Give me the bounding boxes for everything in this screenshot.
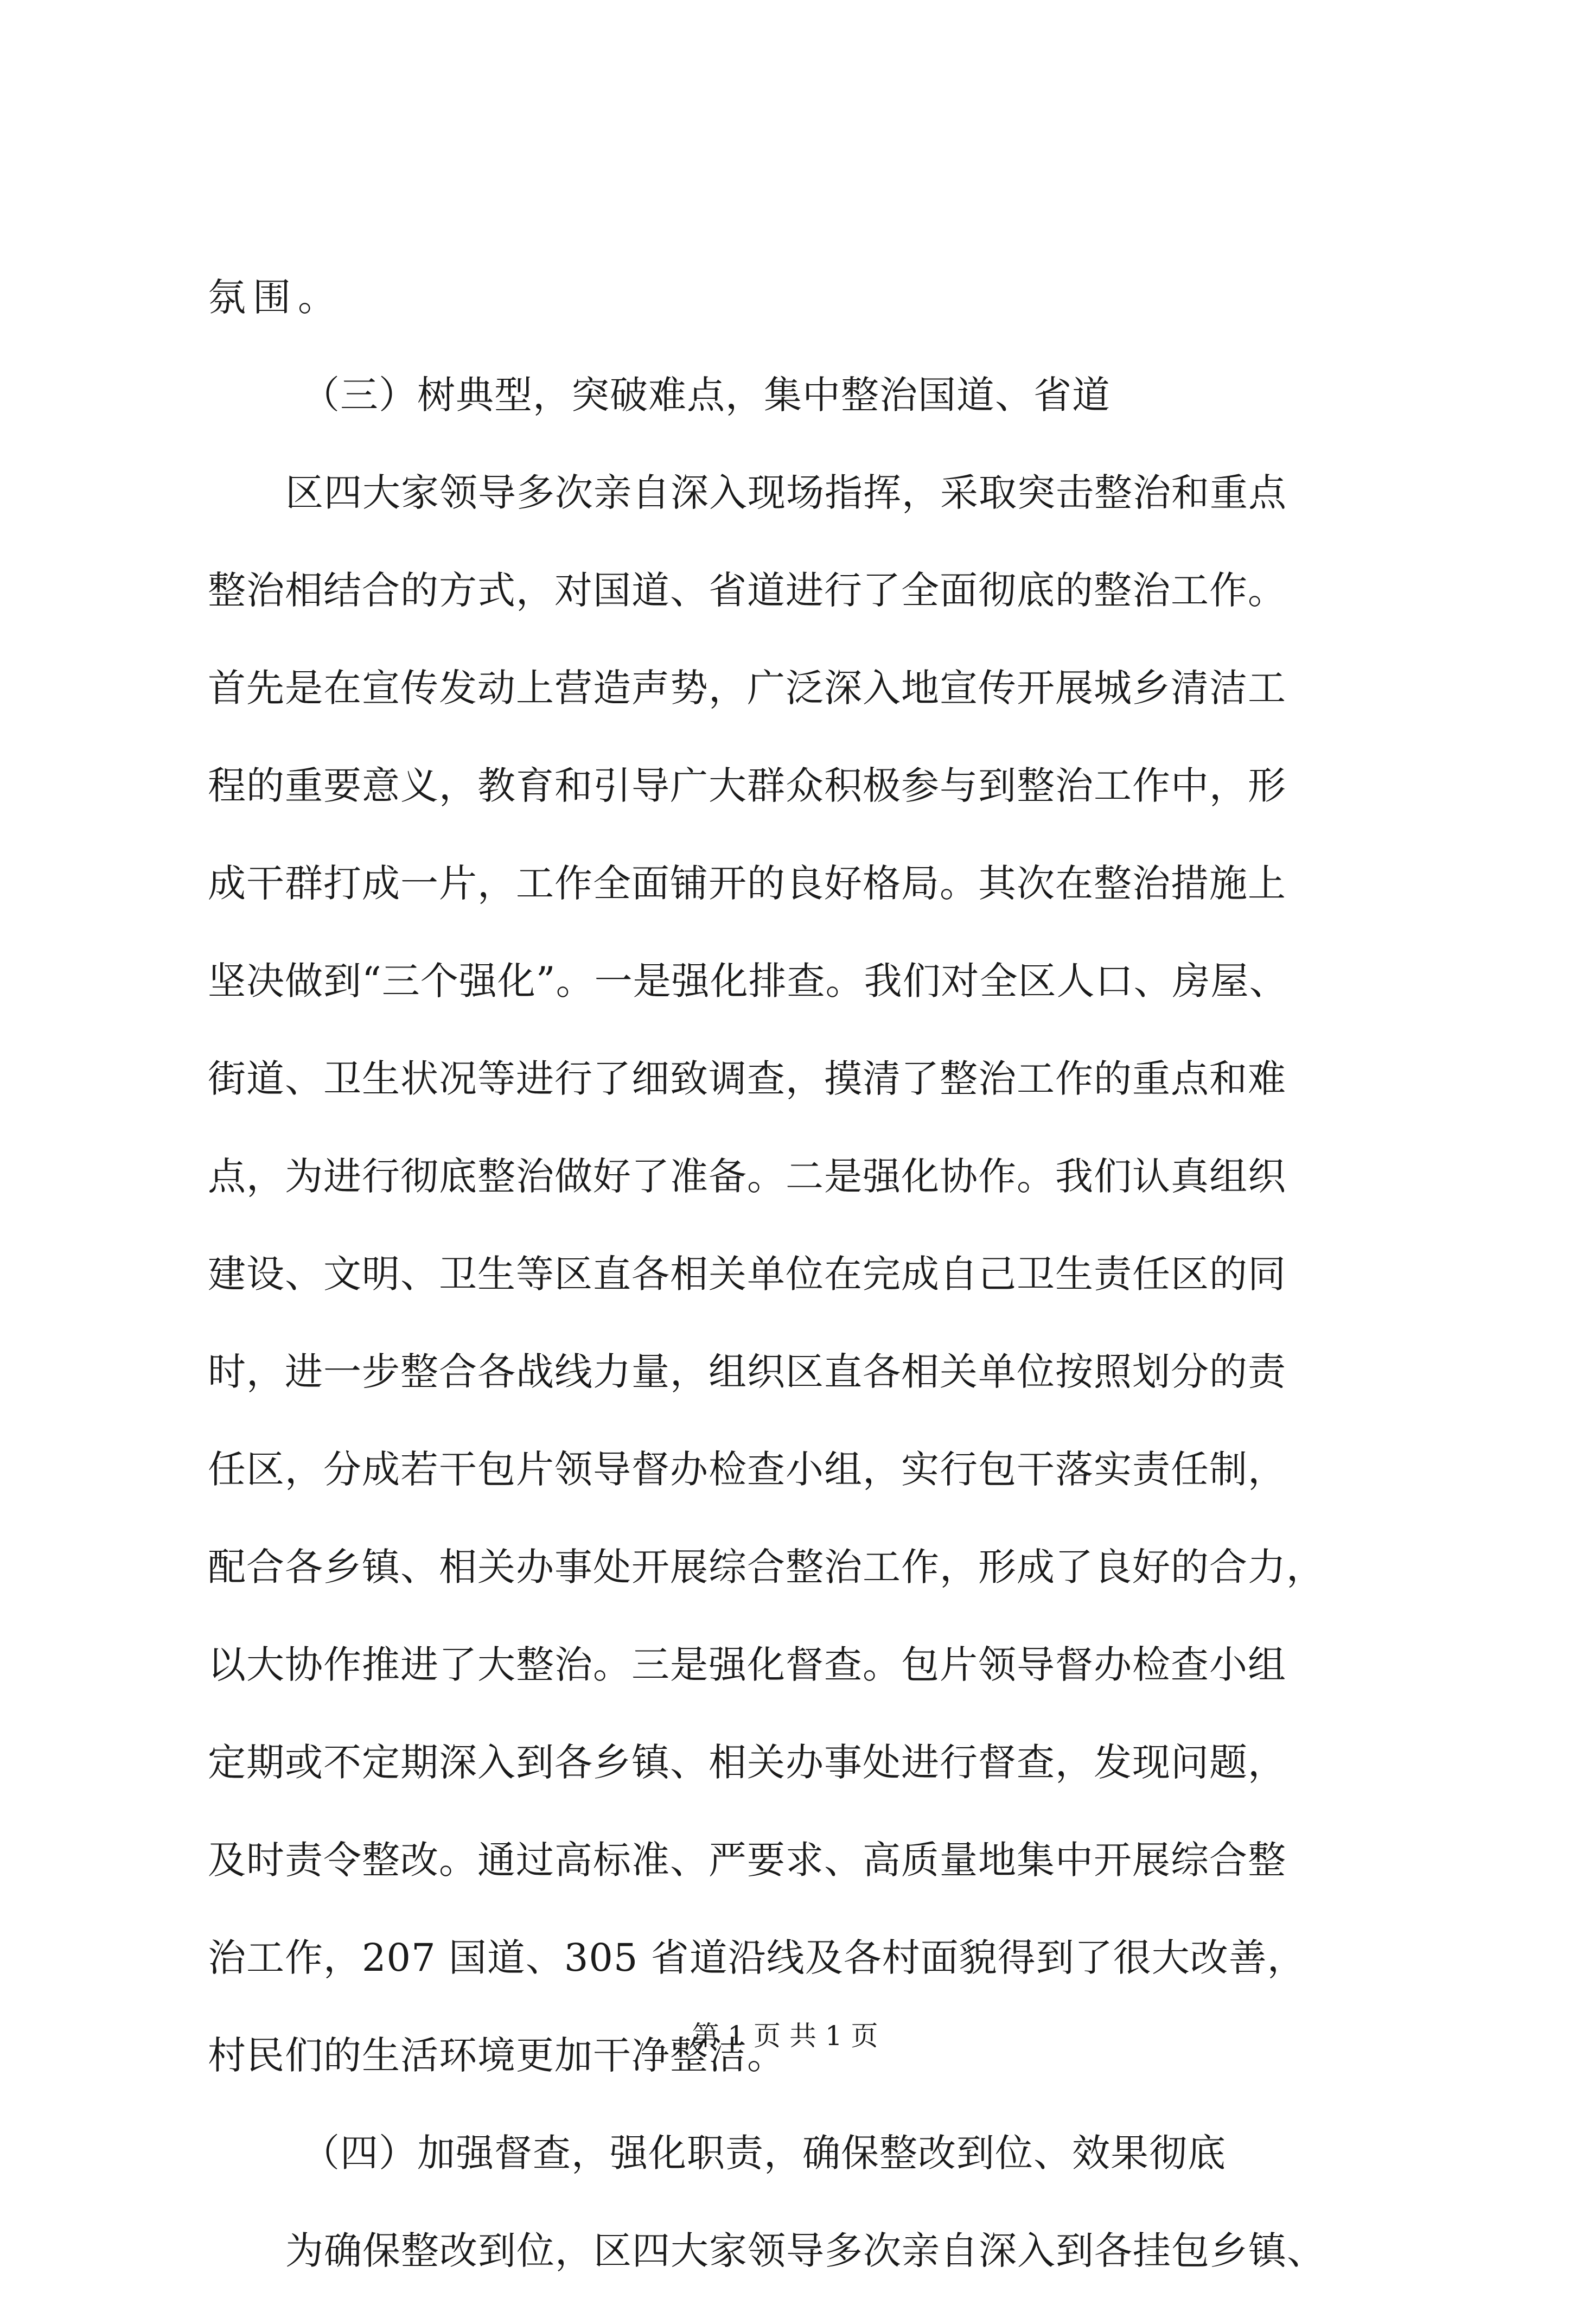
text-line: 治工作，207 国道、305 省道沿线及各村面貌得到了很大改善，: [208, 1935, 1306, 1980]
text-line: 点，为进行彻底整治做好了准备。二是强化协作。我们认真组织: [208, 1154, 1286, 1199]
text-line: 为确保整改到位，区四大家领导多次亲自深入到各挂包乡镇、: [285, 2229, 1325, 2273]
text-line: 程的重要意义，教育和引导广大群众积极参与到整治工作中，形: [208, 763, 1286, 808]
text-line: 以大协作推进了大整治。三是强化督查。包片领导督办检查小组: [208, 1642, 1286, 1687]
text-line: 首先是在宣传发动上营造声势，广泛深入地宣传开展城乡清洁工: [208, 666, 1286, 710]
text-line: 成干群打成一片，工作全面铺开的良好格局。其次在整治措施上: [208, 861, 1286, 906]
text-line: 氛围。: [208, 275, 343, 320]
text-line: 及时责令整改。通过高标准、严要求、高质量地集中开展综合整: [208, 1838, 1286, 1882]
text-line: 街道、卫生状况等进行了细致调查，摸清了整治工作的重点和难: [208, 1056, 1286, 1101]
text-line: 时，进一步整合各战线力量，组织区直各相关单位按照划分的责: [208, 1349, 1286, 1394]
text-line: 配合各乡镇、相关办事处开展综合整治工作，形成了良好的合力，: [208, 1545, 1325, 1589]
body-text: [208, 273, 1396, 2324]
page-number-footer: 第 1 页 共 1 页: [692, 2020, 878, 2052]
text-line: 整治相结合的方式，对国道、省道进行了全面彻底的整治工作。: [208, 568, 1286, 613]
text-line: 建设、文明、卫生等区直各相关单位在完成自己卫生责任区的同: [208, 1252, 1286, 1296]
section-heading: （四）加强督查，强化职责，确保整改到位、效果彻底: [302, 2131, 1226, 2175]
section-heading: （三）树典型，突破难点，集中整治国道、省道: [302, 373, 1111, 417]
text-line: 任区，分成若干包片领导督办检查小组，实行包干落实责任制，: [208, 1447, 1286, 1492]
text-line: 定期或不定期深入到各乡镇、相关办事处进行督查，发现问题，: [208, 1740, 1286, 1785]
text-line: 坚决做到“三个强化”。一是强化排查。我们对全区人口、房屋、: [208, 959, 1288, 1003]
text-line: 村民们的生活环境更加干净整洁。: [208, 2033, 786, 2078]
text-line: 区四大家领导多次亲自深入现场指挥，采取突击整治和重点: [285, 470, 1287, 515]
